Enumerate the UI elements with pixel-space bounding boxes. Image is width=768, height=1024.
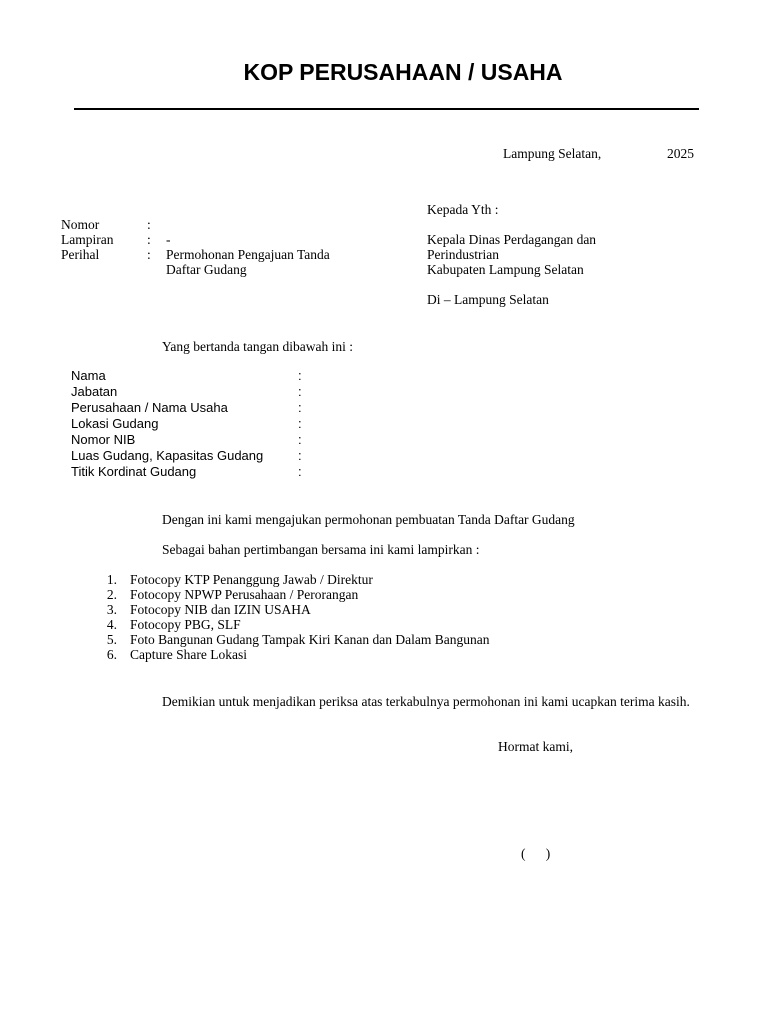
field-colon: : (298, 384, 302, 399)
list-number: 3. (106, 602, 117, 617)
field-row (71, 416, 341, 432)
list-text: Fotocopy PBG, SLF (130, 617, 241, 632)
lampiran-value: - (166, 232, 171, 247)
field-colon: : (298, 368, 302, 383)
perihal-label: Perihal (61, 247, 100, 262)
regards-text: Hormat kami, (498, 739, 573, 754)
field-label: Nama (71, 368, 106, 383)
signature-name-placeholder: ( ) (521, 846, 551, 861)
attachments-intro: Sebagai bahan pertimbangan bersama ini kami lampirkan : (162, 542, 480, 557)
field-row (71, 432, 341, 448)
letterhead-title: KOP PERUSAHAAN / USAHA (243, 59, 563, 85)
recipient-line-1: Kepala Dinas Perdagangan dan (427, 232, 597, 247)
field-label: Titik Kordinat Gudang (71, 464, 197, 479)
field-colon: : (298, 448, 302, 463)
recipient-line-2: Perindustrian (427, 247, 499, 262)
letterhead-divider (74, 108, 699, 110)
attachments-list (74, 572, 574, 662)
field-colon: : (298, 416, 302, 431)
field-row (71, 448, 341, 464)
recipient-greeting: Kepada Yth : (427, 202, 499, 217)
field-label: Nomor NIB (71, 432, 136, 447)
nomor-label: Nomor (61, 217, 100, 232)
field-row (71, 464, 341, 480)
list-text: Capture Share Lokasi (130, 647, 247, 662)
list-number: 2. (106, 587, 117, 602)
recipient-location: Di – Lampung Selatan (427, 292, 549, 307)
intro-text: Yang bertanda tangan dibawah ini : (162, 339, 353, 354)
perihal-line-1: Permohonan Pengajuan Tanda (166, 247, 330, 262)
perihal-colon: : (147, 247, 151, 262)
list-item (74, 572, 574, 587)
list-number: 5. (106, 632, 117, 647)
list-text: Fotocopy NPWP Perusahaan / Perorangan (130, 587, 359, 602)
field-colon: : (298, 464, 302, 479)
list-item (74, 617, 574, 632)
field-label: Lokasi Gudang (71, 416, 159, 431)
recipient-line-3: Kabupaten Lampung Selatan (427, 262, 584, 277)
identity-fields (71, 368, 341, 480)
field-label: Luas Gudang, Kapasitas Gudang (71, 448, 264, 463)
list-item (74, 632, 574, 647)
request-text: Dengan ini kami mengajukan permohonan pembuatan Tanda Daftar Gudang (162, 512, 575, 527)
lampiran-label: Lampiran (61, 232, 114, 247)
nomor-colon: : (147, 217, 151, 232)
list-number: 1. (106, 572, 117, 587)
field-colon: : (298, 432, 302, 447)
list-item (74, 602, 574, 617)
list-text: Foto Bangunan Gudang Tampak Kiri Kanan dan Dalam Bangunan (130, 632, 490, 647)
date-year: 2025 (667, 146, 694, 161)
date-place: Lampung Selatan, (503, 146, 602, 161)
field-colon: : (298, 400, 302, 415)
field-row (71, 368, 341, 384)
list-item (74, 587, 574, 602)
field-row (71, 400, 341, 416)
list-text: Fotocopy NIB dan IZIN USAHA (130, 602, 311, 617)
field-label: Jabatan (71, 384, 118, 399)
list-number: 4. (106, 617, 117, 632)
lampiran-colon: : (147, 232, 151, 247)
perihal-line-2: Daftar Gudang (166, 262, 247, 277)
field-label: Perusahaan / Nama Usaha (71, 400, 228, 415)
closing-paragraph: Demikian untuk menjadikan periksa atas terkabulnya permohonan ini kami ucapkan terima kasih. (162, 694, 690, 709)
list-item (74, 647, 574, 662)
list-text: Fotocopy KTP Penanggung Jawab / Direktur (130, 572, 373, 587)
field-row (71, 384, 341, 400)
list-number: 6. (106, 647, 117, 662)
